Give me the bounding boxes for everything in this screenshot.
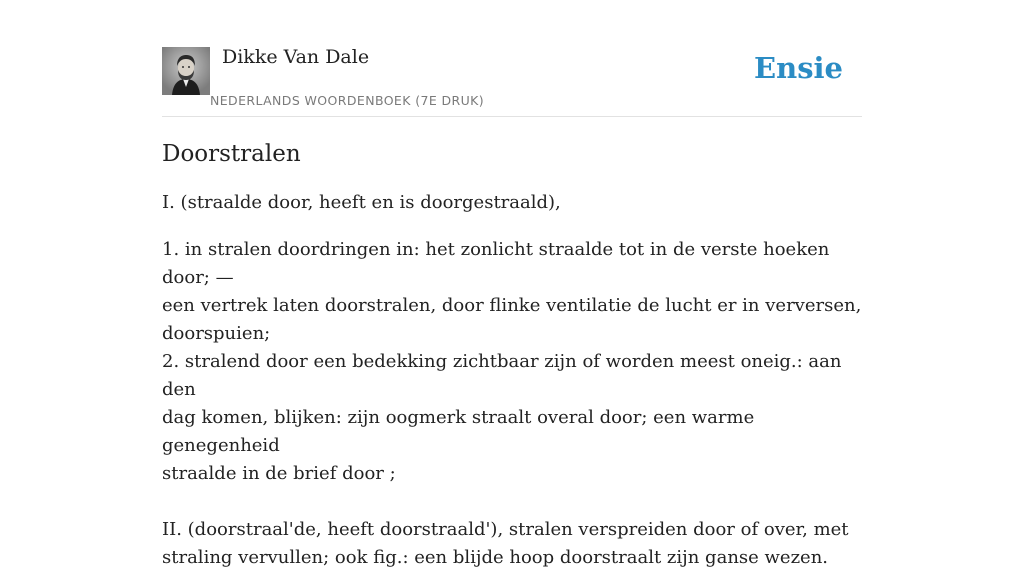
author-portrait-icon (162, 47, 210, 95)
entry-definitions: 1. in stralen doordringen in: het zonlicht straalde tot in de verste hoeken door; — een vertrek laten doorstralen, door flinke ventilatie de lucht er in verversen, doorspuien; 2. stralend door een bedekking zichtbaar zijn of worden meest oneig.: aan den dag komen, blijken: zijn oogmerk straalt overal door; een warme genegenheid straalde in de brief door ; II. (doorstraal'de, heeft doorstraald'), stralen verspreiden door of over, met straling vervullen; ook fig.: een blijde hoop doorstraalt zijn ganse wezen. (162, 239, 862, 568)
brand-logo[interactable]: Ensie (754, 51, 843, 85)
entry-grammar-line: I. (straalde door, heeft en is doorgestraald), (162, 192, 561, 213)
author-avatar[interactable] (162, 47, 210, 95)
entry-header (162, 0, 862, 117)
entry-content (162, 138, 862, 572)
author-name[interactable]: Dikke Van Dale (222, 46, 370, 68)
source-name: NEDERLANDS WOORDENBOEK (7E DRUK) (210, 93, 485, 108)
entry-title: Doorstralen (162, 141, 301, 167)
